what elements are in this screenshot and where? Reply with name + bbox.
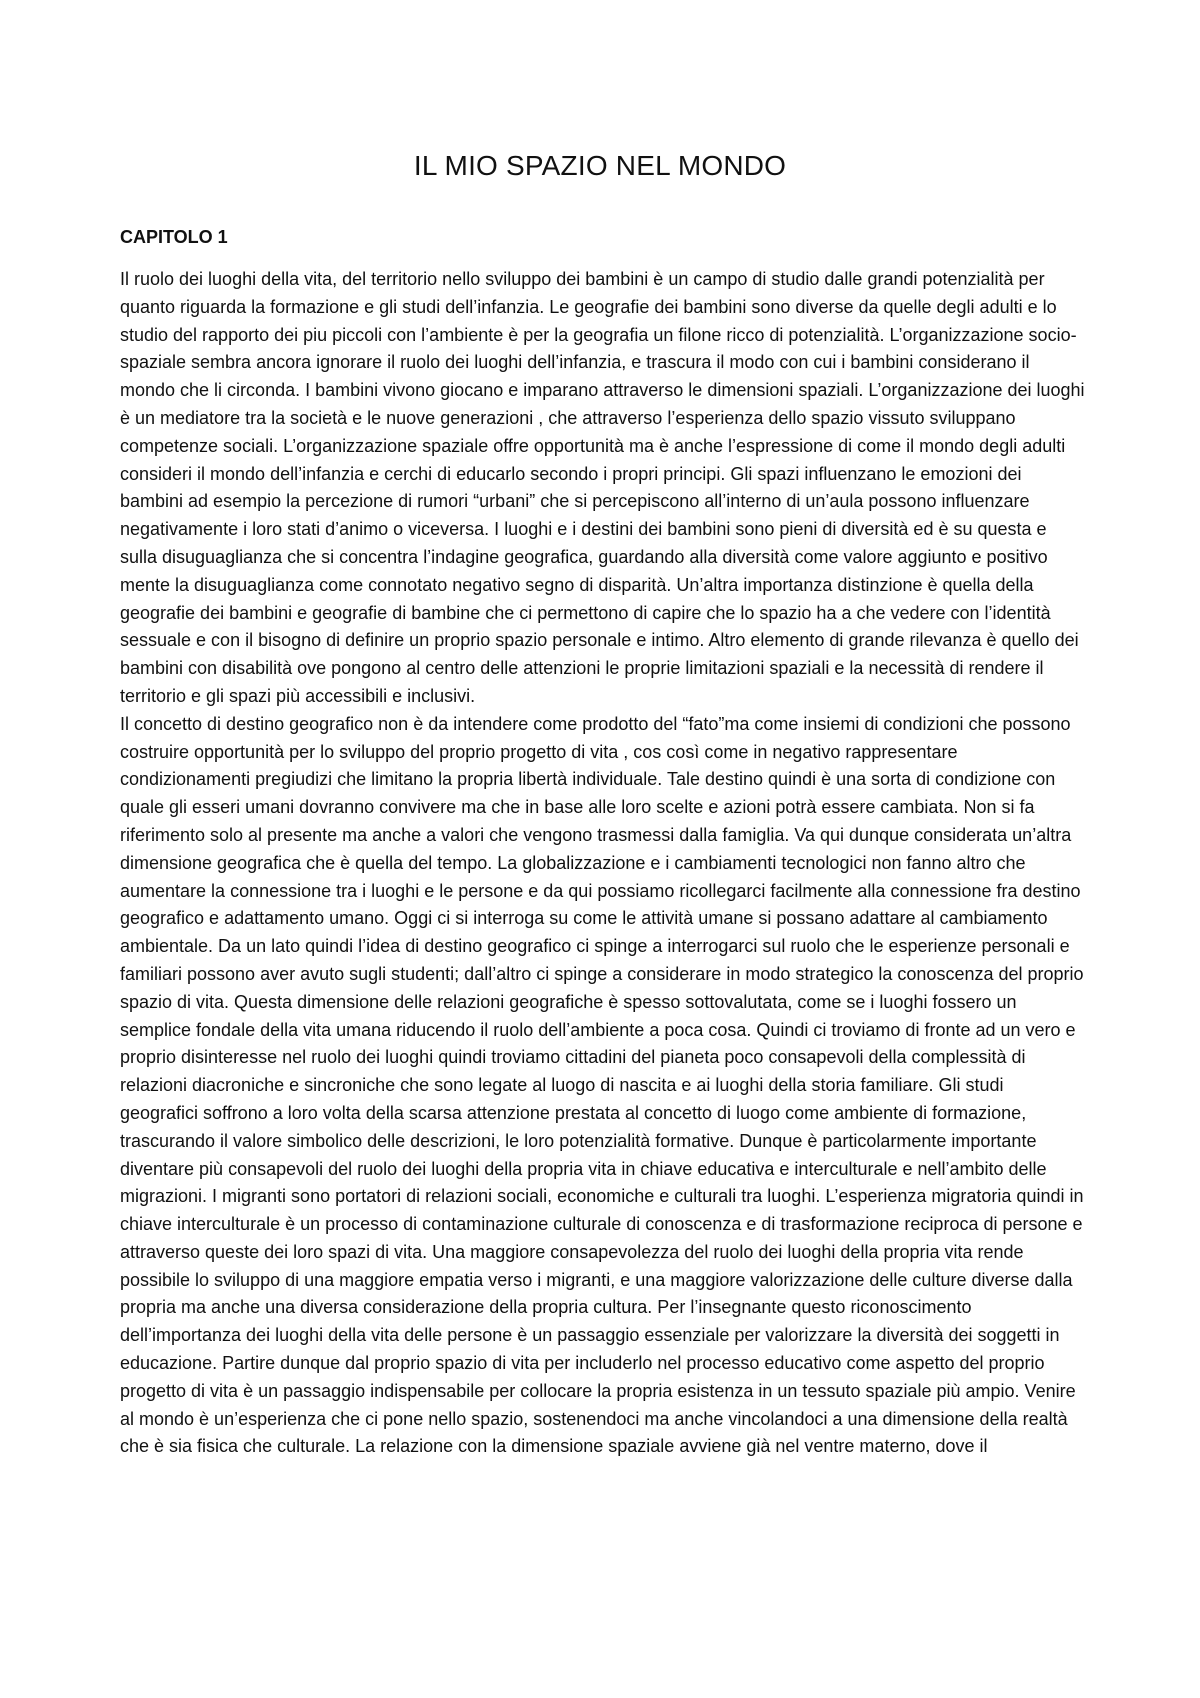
document-title: IL MIO SPAZIO NEL MONDO xyxy=(413,150,787,181)
body-paragraph-2: Il concetto di destino geografico non è da intendere come prodotto del “fato”ma come insiemi di condizioni che possono costruire opportunità per lo sviluppo del proprio progetto di vita , cos così come in negativo rappresentare condizionamenti pregiudizi che limitano la propria libertà individuale. Tale destino quindi è una sorta di condizione con quale gli esseri umani dovranno convivere ma che in base alle loro scelte e azioni potrà essere cambiata. Non si fa riferimento solo al presente ma anche a valori che vengono trasmessi dalla famiglia. Va qui dunque considerata un’altra dimensione geografica che è quella del tempo. La globalizzazione e i cambiamenti tecnologici non fanno altro che aumentare la connessione tra i luoghi e le persone e da qui possiamo ricollegarci facilmente alla connessione fra destino geografico e adattamento umano. Oggi ci si interroga su come le attività umane si possano adattare al cambiamento ambientale. Da un lato quindi l’idea di destino geografico ci spinge a interrogarci sul ruolo che le esperienze personali e familiari possono aver avuto sugli studenti; dall’altro ci spinge a considerare in modo strategico la conoscenza del proprio spazio di vita. Questa dimensione delle relazioni geografiche è spesso sottovalutata, come se i luoghi fossero un semplice fondale della vita umana riducendo il ruolo dell’ambiente a poca cosa. Quindi ci troviamo di fronte ad un vero e proprio disinteresse nel ruolo dei luoghi quindi troviamo cittadini del pianeta poco consapevoli della complessità di relazioni diacroniche e sincroniche che sono legate al luogo di nascita e ai luoghi della storia familiare. Gli studi geografici soffrono a loro volta della scarsa attenzione prestata al concetto di luogo come ambiente di formazione, trascurando il valore simbolico delle descrizioni, le loro potenzialità formative. Dunque è particolarmente importante diventare più consapevoli del ruolo dei luoghi della propria vita in chiave educativa e interculturale e nell’ambito delle migrazioni. I migranti sono portatori di relazioni sociali, economiche e culturali tra luoghi. L’esperienza migratoria quindi in chiave interculturale è un processo di contaminazione culturale di conoscenza e di trasformazione reciproca di persone e attraverso queste dei loro spazi di vita. Una maggiore consapevolezza del ruolo dei luoghi della propria vita rende possibile lo sviluppo di una maggiore empatia verso i migranti, e una maggiore valorizzazione delle culture diverse dalla propria ma anche una diversa considerazione della propria cultura. Per l’insegnante questo riconoscimento dell’importanza dei luoghi della vita delle persone è un passaggio essenziale per valorizzare la diversità dei soggetti in educazione. Partire dunque dal proprio spazio di vita per includerlo nel processo educativo come aspetto del proprio progetto di vita è un passaggio indispensabile per collocare la propria esistenza in un tessuto spaziale più ampio. Venire al mondo è un’esperienza che ci pone nello spazio, sostenendoci ma anche vincolandoci a una dimensione della realtà che è sia fisica che culturale. La relazione con la dimensione spaziale avviene già nel ventre materno, dove il xyxy=(120,713,1084,1457)
body-paragraph-1: Il ruolo dei luoghi della vita, del territorio nello sviluppo dei bambini è un campo di studio dalle grandi potenzialità per quanto riguarda la formazione e gli studi dell’infanzia. Le geografie dei bambini sono diverse da quelle degli adulti e lo studio del rapporto dei piu piccoli con l’ambiente è per la geografia un filone ricco di potenzialità. L’organizzazione socio-spaziale sembra ancora ignorare il ruolo dei luoghi dell’infanzia, e trascura il modo con cui i bambini considerano il mondo che li circonda. I bambini vivono giocano e imparano attraverso le dimensioni spaziali. L’organizzazione dei luoghi è un mediatore tra la società e le nuove generazioni , che attraverso l’esperienza dello spazio vissuto sviluppano competenze sociali. L’organizzazione spaziale offre opportunità ma è anche l’espressione di come il mondo degli adulti consideri il mondo dell’infanzia e cerchi di educarlo secondo i propri principi. Gli spazi influenzano le emozioni dei bambini ad esempio la percezione di rumori “urbani” che si percepiscono all’interno di un’aula possono influenzare negativamente i loro stati d’animo o viceversa. I luoghi e i destini dei bambini sono pieni di diversità ed è su questa e sulla disuguaglianza che si concentra l’indagine geografica, guardando alla diversità come valore aggiunto e positivo mente la disuguaglianza come connotato negativo segno di disparità. Un’altra importanza distinzione è quella della geografie dei bambini e geografie di bambine che ci permettono di capire che lo spazio ha a che vedere con l’identità sessuale e con il bisogno di definire un proprio spazio personale e intimo. Altro elemento di grande rilevanza è quello dei bambini con disabilità ove pongono al centro delle attenzioni le proprie limitazioni spaziali e la necessità di rendere il territorio e gli spazi più accessibili e inclusivi. xyxy=(120,269,1085,706)
chapter-heading: CAPITOLO 1 xyxy=(120,227,228,247)
document-body xyxy=(120,266,1085,1461)
